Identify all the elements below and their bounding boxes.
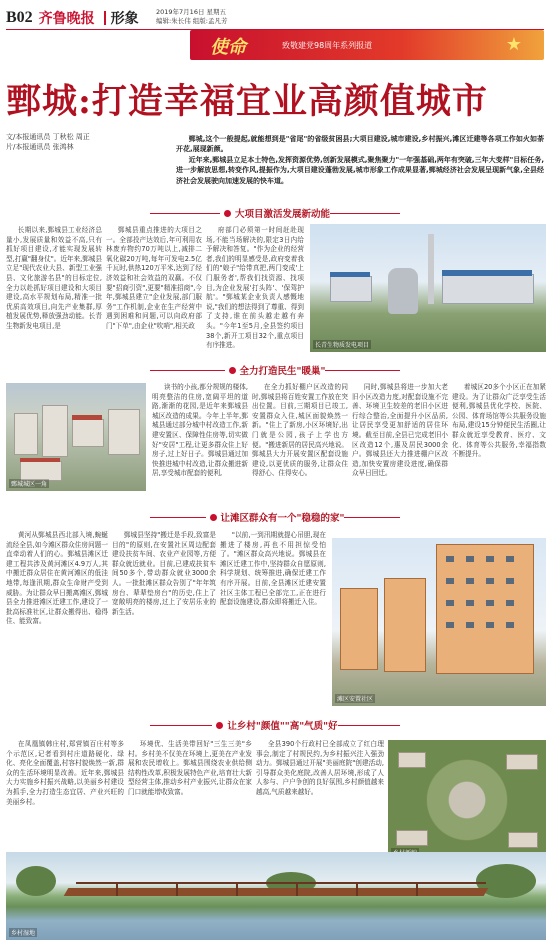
column-text: 鄄城县重点推进的大项目之一。全部投产达效后,年可利用农林废弃物约70万吨以上,减排二氧化碳20万吨,每年可发电2.5亿千瓦时,供热120万平米,达到了经济效益和社会效益的双赢。不仅要"招商引资",更要"精准招商",今年,鄄城县建立"企业发展,部门服务"工作机制,企业在生产经营中遇到困难和问题,可以向政府部门"下单",由企业"吹哨",相关政 xyxy=(106,226,202,330)
section-title: 让滩区群众有一个"稳稳的家" xyxy=(220,513,345,524)
column-text: 在凤凰镇韩庄村,郑营镇百庄村等多个示范区,记者看到村庄道路硬化、绿化、亮化全面覆盖,村容村貌焕然一新,群众的生活环境明显改善。近年来,鄄城县大力实施乡村振兴战略,以美丽乡村建设为抓手,全力打造生态宜居、产业兴旺的美丽乡村。 xyxy=(6,740,124,806)
headline: 鄄城:打造幸福宜业高颜值城市 xyxy=(6,81,488,122)
heading-rule xyxy=(150,370,225,371)
column-text: 府部门必须第一时间赶赴现场,不能当场解决的,限定3日内给予解决和答复。"作为企业的经营者,我们的明显感受是,政府变着我们的"娘子"给带真把,两门变成'上门服务者',帮我们找资源、找项目,为企业发展'打头阵'、'保驾护航'。"鄄城某企业负责人感慨地说,"我们的想法得到了尊重、得到了支持,谁在前头越走越有奔头。"今年1至5月,全县签约项目38个,新开工项目32个,重点项目有序推进。 xyxy=(206,226,304,350)
bullet-icon xyxy=(224,210,231,217)
section-heading-1 xyxy=(150,206,400,220)
article-column xyxy=(352,383,448,497)
section-heading-3 xyxy=(150,510,400,524)
banner-title: 使命 xyxy=(210,37,246,58)
bullet-icon xyxy=(229,367,236,374)
heading-rule xyxy=(338,725,400,726)
article-column xyxy=(128,740,252,848)
photo-caption: 鄄城城区一角 xyxy=(11,481,48,488)
banner-subtitle: 致敬建党98周年系列报道 xyxy=(282,41,373,50)
heading-rule xyxy=(150,725,212,726)
column-text: 着城区20多个小区正在加紧建设。为了让群众广泛享受生活便利,鄄城县优化学校、医院、公园、体育场馆等公共服务设施布局,建设15分钟便民生活圈,让群众就近享受教育、医疗、文化、体育等公共服务,幸福指数不断提升。 xyxy=(452,383,546,459)
heading-rule xyxy=(330,213,400,214)
byline-photo: 片/本报通讯员 张鸿林 xyxy=(6,143,74,151)
column-text: 在全力抓好棚户区改造的同时,鄄城县将百姓安置工作放在突出位置。目前,三期项目已竣工,安置群众入住,城区面貌焕然一新。"住上了新房,小区环境好,出门就是公园,孩子上学也方便。"搬进新居的居民高兴地说。鄄城县大力开展安置区配套设施建设,以更优质的服务,让群众住得舒心、住得安心。 xyxy=(252,383,348,478)
lead-p2: 近年来,鄄城县立足本土特色,发挥资源优势,创新发展模式,聚焦聚力"一年强基础,两年有突破,三年大变样"目标任务,进一步解放思想,转变作风,提振作为,大项目建设蓬勃发展,城市形象工作成果显著,鄄城经济社会发展呈现新气象,全县经济社会发展驶向加速发展的快车道。 xyxy=(176,155,544,185)
heading-rule xyxy=(325,370,400,371)
heading-rule xyxy=(150,213,220,214)
page-number: B02 xyxy=(6,9,33,26)
article-column xyxy=(152,383,248,497)
section-title: 大项目激活发展新动能 xyxy=(235,209,331,220)
lead-p1: 鄄城,这个一般提起,就能想到是"省尾"的省级贫困县;大项目建设,城市建设,乡村振兴,滩区迁建等各项工作如火如荼开花,展现新颜。 xyxy=(176,135,544,154)
column-text: 环境优、生活美带回好"三生三美"乡村。乡村美不仅美在环境上,更美在产业发展和农民增收上。鄄城县围绕农业供给侧结构性改革,积极发展特色产业,培育壮大新型经营主体,推动乡村产业振兴,让群众在家门口就能增收致富。 xyxy=(128,740,252,796)
star-icon: ★ xyxy=(505,34,522,55)
masthead-divider xyxy=(104,11,106,25)
column-text: 同时,鄄城县将进一步加大老旧小区改造力度,对配套设施不完善、环境卫生较差的老旧小区进行综合整治,全面提升小区品质,让居民享受更加舒适的居住环境。截至目前,全县已完成老旧小区改造12个,惠及居民3000余户。鄄城县还大力推进棚户区改造,加快安置房建设进度,确保群众早日回迁。 xyxy=(352,383,448,478)
article-column xyxy=(206,226,304,356)
column-text: 鄄城县坚持"搬迁是手段,致富是目的"的原则,在安置社区周边配套建设扶贫车间、农业产业园等,方便群众就近就业。目前,已建成扶贫车间50多个,带动群众就业3000余人。一批批滩区群众告别了"年年筑房台、辈辈垫房台"的历史,住上了宽敞明亮的楼房,过上了安居乐业的新生活。 xyxy=(112,531,216,616)
column-text: 黄河从鄄城县西北部入境,蜿蜒流经全县,如今滩区群众住房问题一直牵动着人们的心。鄄城县滩区迁建工程共涉及黄河滩区4.9万人,其中搬迁群众居住在黄河滩区的低洼地带,每逢汛期,群众生命财产受到威胁。为让群众早日搬离滩区,鄄城县全力推进滩区迁建工作,建设了一批高标准社区,让群众搬得出、稳得住、能致富。 xyxy=(6,531,108,626)
article-column xyxy=(112,531,216,707)
byline-text: 文/本报通讯员 丁秋松 周正 xyxy=(6,133,90,141)
issue-editors: 编辑:朱长伟 组版:孟凡芳 xyxy=(156,17,228,25)
paper-name: 齐鲁晚报 xyxy=(38,11,95,27)
article-column xyxy=(6,740,124,848)
photo-village-aerial xyxy=(388,740,546,860)
section-title: 全力打造民生"暖巢" xyxy=(239,366,326,377)
article-column xyxy=(452,383,546,497)
masthead xyxy=(6,8,544,28)
article-column xyxy=(6,226,102,356)
article-column xyxy=(220,531,326,707)
bullet-icon xyxy=(216,722,223,729)
heading-rule xyxy=(344,517,400,518)
photo-caption: 长青生物质发电项目 xyxy=(315,342,370,349)
article-column xyxy=(106,226,202,356)
bullet-icon xyxy=(210,514,217,521)
photo-wetland-walkway xyxy=(6,852,546,940)
column-text: "以前,一到汛期就提心吊胆,现在搬进了楼房,再也不用担惊受怕了。"滩区群众高兴地说。鄄城县在滩区迁建工作中,坚持群众自愿原则,科学规划、统筹推进,确保迁建工作有序开展。目前,全县滩区迁建安置社区主体工程已全部完工,正在进行配套设施建设,群众即将搬迁入住。 xyxy=(220,531,326,607)
lead-paragraph xyxy=(176,134,544,186)
byline xyxy=(6,132,166,152)
column-text: 全县390个行政村已全部成立了红白理事会,制定了村规民约,为乡村振兴注入强劲动力。鄄城县通过开展"美丽庭院"创建活动,引导群众美化庭院,改善人居环境,形成了人人参与、户户争创的良好氛围,乡村颜值越来越高,气质越来越好。 xyxy=(256,740,384,796)
photo-caption: 滩区安置社区 xyxy=(337,696,374,703)
photo-town-aerial xyxy=(6,383,146,491)
heading-rule xyxy=(150,517,206,518)
issue-meta xyxy=(156,8,227,26)
photo-power-plant xyxy=(310,224,546,352)
column-text: 长期以来,鄄城县工业经济总量小,发展质量和效益不高,只有抓好项目建设,才能实现发展转型,打赢"翻身仗"。近年来,鄄城县立足"现代农业大县、新型工业强县、文化旅游名县"的目标定位,全力以赴抓好项目建设和大项目建设,高水平规划布局,精准一批优质高效项目,向先产业集群,厚植发展优势,释放强劲动能。长青生物新发电项目,是 xyxy=(6,226,102,330)
section-heading-2 xyxy=(150,363,400,377)
issue-date: 2019年7月16日 星期五 xyxy=(156,8,227,16)
photo-caption: 乡村湿地 xyxy=(11,930,36,937)
section-title: 让乡村"颜值""高"气质"好 xyxy=(227,721,338,732)
column-text: 读书的小孩,都分规规的楼体,明亮整洁的住房,宽阔平坦的道路,渐渐的花园,是近年来鄄城县城区改造的成果。今年上半年,鄄城县通过部分城中村改造工作,新建安置区、保障性住房等,切实做好"安居"工程,让更多群众住上好房子,过上好日子。鄄城县通过加快推进城中村改造,让群众搬进新居,享受城市配套的便利, xyxy=(152,383,248,478)
section-heading-4 xyxy=(150,718,400,732)
article-column xyxy=(256,740,384,848)
article-column xyxy=(252,383,348,497)
series-banner xyxy=(190,30,544,60)
photo-resettlement-apartments xyxy=(332,538,546,706)
article-column xyxy=(6,531,108,707)
section-name: 形象 xyxy=(110,11,139,27)
